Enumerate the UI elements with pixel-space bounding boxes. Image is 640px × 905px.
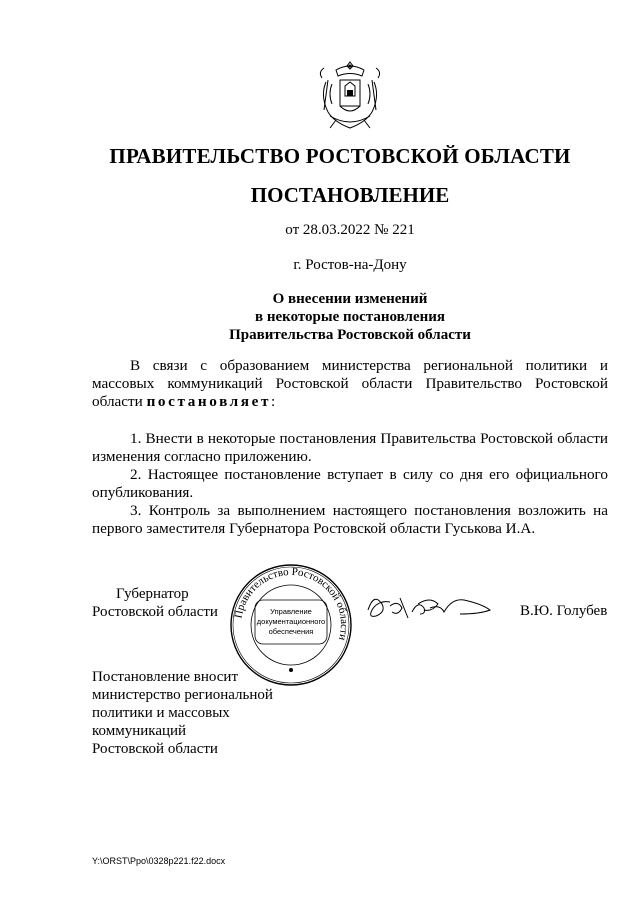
submitted-by-line: политики и массовых bbox=[92, 705, 230, 721]
file-path: Y:\ORST\Ppo\0328p221.f22.docx bbox=[92, 856, 226, 866]
preamble-colon: : bbox=[271, 393, 276, 410]
preamble-text: В связи с образованием министерства региональной политики и массовых коммуникаций Ростовской области Правительство Ростовской области bbox=[92, 357, 608, 410]
subject-line: в некоторые постановления bbox=[254, 309, 446, 325]
submitted-by bbox=[92, 668, 292, 758]
document-type: ПОСТАНОВЛЕНИЕ bbox=[250, 183, 450, 207]
signer-position-line: Губернатор bbox=[116, 586, 189, 602]
submitted-by-line: коммуникаций bbox=[92, 723, 187, 739]
resolution-items bbox=[92, 430, 608, 538]
preamble-keyword: постановляет bbox=[146, 393, 272, 410]
seal-inner-line: документационного bbox=[256, 617, 326, 626]
document-city: г. Ростов-на-Дону bbox=[293, 257, 407, 273]
document-date-number: от 28.03.2022 № 221 bbox=[285, 222, 415, 238]
signer-name: В.Ю. Голубев bbox=[520, 603, 608, 619]
seal-inner-line: обеспечения bbox=[268, 627, 314, 636]
submitted-by-line: Ростовской области bbox=[92, 741, 218, 757]
handwritten-signature bbox=[360, 588, 500, 628]
resolution-item: 2. Настоящее постановление вступает в силу со дня его официального опубликования. bbox=[92, 466, 608, 501]
subject-line: О внесении изменений bbox=[272, 291, 428, 307]
submitted-by-line: Постановление вносит bbox=[92, 669, 239, 685]
submitted-by-line: министерство региональной bbox=[92, 687, 273, 703]
subject-line: Правительства Ростовской области bbox=[229, 327, 471, 343]
seal-inner-line: Управление bbox=[270, 607, 312, 616]
government-name: ПРАВИТЕЛЬСТВО РОСТОВСКОЙ ОБЛАСТИ bbox=[109, 144, 571, 168]
coat-of-arms-icon bbox=[316, 60, 384, 132]
preamble bbox=[92, 357, 608, 411]
seal-outer-text: Правительство Ростовской области bbox=[232, 565, 351, 642]
signer-position-line: Ростовской области bbox=[92, 604, 218, 620]
document-subject bbox=[0, 290, 640, 344]
resolution-item: 3. Контроль за выполнением настоящего постановления возложить на первого заместителя Губернатора Ростовской области Гуськова И.А. bbox=[92, 502, 608, 537]
resolution-item: 1. Внести в некоторые постановления Правительства Ростовской области изменения согласно приложению. bbox=[92, 430, 608, 465]
signer-position bbox=[92, 585, 218, 621]
